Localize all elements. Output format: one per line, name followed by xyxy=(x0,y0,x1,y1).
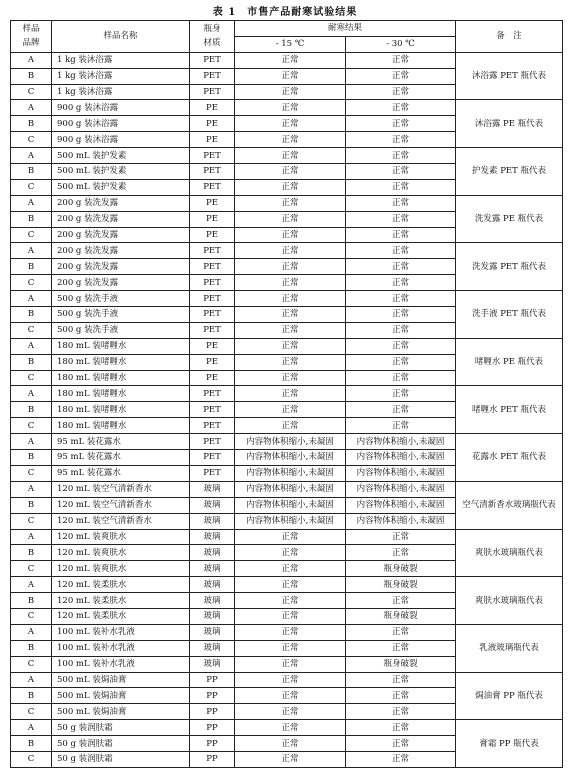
cell-brand: B xyxy=(11,688,52,704)
cell-brand: C xyxy=(11,132,52,148)
cell-material: PET xyxy=(190,243,235,259)
table-row xyxy=(11,624,563,640)
cell-brand: B xyxy=(11,497,52,513)
cell-result-minus30: 正常 xyxy=(346,418,456,434)
cell-sample-name: 50 g 装润肤霜 xyxy=(52,736,190,752)
cell-material: 玻璃 xyxy=(190,561,235,577)
cell-brand: A xyxy=(11,338,52,354)
cell-brand: A xyxy=(11,52,52,68)
table-row xyxy=(11,577,563,593)
cell-result-minus30: 正常 xyxy=(346,736,456,752)
table-row xyxy=(11,529,563,545)
header-material xyxy=(190,21,235,53)
cell-result-minus30: 正常 xyxy=(346,100,456,116)
cell-remark: 护发素 PET 瓶代表 xyxy=(456,148,563,196)
cell-result-minus30: 内容物体积缩小,未凝固 xyxy=(346,513,456,529)
cell-result-minus30: 正常 xyxy=(346,116,456,132)
cell-brand: A xyxy=(11,720,52,736)
cell-brand: A xyxy=(11,672,52,688)
cell-brand: C xyxy=(11,656,52,672)
cell-result-minus30: 正常 xyxy=(346,338,456,354)
cell-result-minus30: 正常 xyxy=(346,402,456,418)
cell-result-minus30: 正常 xyxy=(346,640,456,656)
cell-material: PP xyxy=(190,704,235,720)
cell-brand: B xyxy=(11,736,52,752)
cell-material: PET xyxy=(190,179,235,195)
cell-result-minus30: 正常 xyxy=(346,179,456,195)
cell-brand: A xyxy=(11,481,52,497)
cell-result-minus15: 正常 xyxy=(235,338,346,354)
cell-material: PET xyxy=(190,434,235,450)
cell-brand: B xyxy=(11,402,52,418)
cell-brand: C xyxy=(11,751,52,767)
cell-sample-name: 120 mL 装空气清新香水 xyxy=(52,481,190,497)
cell-material: PET xyxy=(190,386,235,402)
cell-result-minus30: 瓶身破裂 xyxy=(346,577,456,593)
header-brand xyxy=(11,21,52,53)
table-body xyxy=(11,52,563,767)
cell-result-minus30: 瓶身破裂 xyxy=(346,656,456,672)
cell-material: PET xyxy=(190,291,235,307)
cell-sample-name: 500 mL 装护发素 xyxy=(52,164,190,180)
cell-remark: 沐浴露 PE 瓶代表 xyxy=(456,100,563,148)
cell-brand: B xyxy=(11,164,52,180)
cell-brand: A xyxy=(11,291,52,307)
header-material-line2: 材质 xyxy=(203,38,221,49)
cell-material: PET xyxy=(190,259,235,275)
cell-brand: A xyxy=(11,243,52,259)
cell-sample-name: 95 mL 装花露水 xyxy=(52,450,190,466)
cell-result-minus30: 内容物体积缩小,未凝固 xyxy=(346,434,456,450)
cell-result-minus30: 正常 xyxy=(346,672,456,688)
cell-brand: C xyxy=(11,370,52,386)
cell-sample-name: 900 g 装沐浴露 xyxy=(52,100,190,116)
cell-result-minus15: 正常 xyxy=(235,608,346,624)
cell-brand: C xyxy=(11,465,52,481)
cell-material: PE xyxy=(190,116,235,132)
table-title: 表 1 市售产品耐寒试验结果 xyxy=(212,7,358,18)
cell-result-minus15: 正常 xyxy=(235,307,346,323)
cell-sample-name: 900 g 装沐浴露 xyxy=(52,132,190,148)
cell-result-minus30: 正常 xyxy=(346,275,456,291)
cell-sample-name: 50 g 装润肤霜 xyxy=(52,720,190,736)
cell-result-minus30: 正常 xyxy=(346,704,456,720)
cell-brand: C xyxy=(11,275,52,291)
header-material-line1: 瓶身 xyxy=(203,24,221,35)
cell-result-minus30: 瓶身破裂 xyxy=(346,561,456,577)
cell-result-minus30: 正常 xyxy=(346,148,456,164)
cell-remark: 洗发露 PET 瓶代表 xyxy=(456,243,563,291)
cell-result-minus15: 正常 xyxy=(235,672,346,688)
cell-material: PET xyxy=(190,402,235,418)
cell-result-minus30: 正常 xyxy=(346,720,456,736)
cell-sample-name: 200 g 装洗发露 xyxy=(52,195,190,211)
cell-sample-name: 200 g 装洗发露 xyxy=(52,259,190,275)
cell-material: PP xyxy=(190,736,235,752)
cell-result-minus30: 正常 xyxy=(346,688,456,704)
cell-brand: C xyxy=(11,513,52,529)
table-row xyxy=(11,52,563,68)
cell-result-minus30: 正常 xyxy=(346,291,456,307)
cell-material: PE xyxy=(190,227,235,243)
cell-material: PE xyxy=(190,338,235,354)
cell-material: 玻璃 xyxy=(190,513,235,529)
cell-brand: A xyxy=(11,529,52,545)
cell-result-minus15: 正常 xyxy=(235,100,346,116)
cell-sample-name: 120 mL 装空气清新香水 xyxy=(52,497,190,513)
cell-result-minus15: 内容物体积缩小,未凝固 xyxy=(235,465,346,481)
cell-sample-name: 1 kg 装沐浴露 xyxy=(52,52,190,68)
cell-result-minus15: 正常 xyxy=(235,116,346,132)
cell-brand: C xyxy=(11,561,52,577)
cell-remark: 啫喱水 PET 瓶代表 xyxy=(456,386,563,434)
cell-result-minus15: 正常 xyxy=(235,291,346,307)
cell-result-minus15: 正常 xyxy=(235,736,346,752)
cell-brand: C xyxy=(11,227,52,243)
cell-material: 玻璃 xyxy=(190,577,235,593)
cell-material: PET xyxy=(190,465,235,481)
header-remark: 备 注 xyxy=(456,21,563,53)
cell-result-minus30: 正常 xyxy=(346,195,456,211)
cell-material: PET xyxy=(190,275,235,291)
cell-result-minus30: 内容物体积缩小,未凝固 xyxy=(346,497,456,513)
cell-sample-name: 500 g 装洗手液 xyxy=(52,322,190,338)
table-row xyxy=(11,481,563,497)
cell-material: 玻璃 xyxy=(190,656,235,672)
table-row xyxy=(11,100,563,116)
cell-sample-name: 120 mL 装柔肤水 xyxy=(52,577,190,593)
cell-brand: B xyxy=(11,307,52,323)
cell-result-minus15: 正常 xyxy=(235,259,346,275)
table-row xyxy=(11,291,563,307)
cell-material: PET xyxy=(190,148,235,164)
cell-sample-name: 120 mL 装柔肤水 xyxy=(52,608,190,624)
cell-material: PP xyxy=(190,688,235,704)
cell-result-minus30: 正常 xyxy=(346,322,456,338)
cell-result-minus30: 内容物体积缩小,未凝固 xyxy=(346,450,456,466)
cell-result-minus15: 内容物体积缩小,未凝固 xyxy=(235,434,346,450)
cell-brand: B xyxy=(11,593,52,609)
cell-brand: C xyxy=(11,322,52,338)
cell-sample-name: 95 mL 装花露水 xyxy=(52,465,190,481)
cell-brand: B xyxy=(11,450,52,466)
cell-material: PP xyxy=(190,672,235,688)
cell-sample-name: 500 g 装洗手液 xyxy=(52,291,190,307)
cell-material: 玻璃 xyxy=(190,529,235,545)
cell-result-minus15: 内容物体积缩小,未凝固 xyxy=(235,497,346,513)
cell-material: PET xyxy=(190,68,235,84)
cell-remark: 空气清新香水玻璃瓶代表 xyxy=(456,481,563,529)
results-table xyxy=(10,20,563,768)
cell-result-minus15: 正常 xyxy=(235,402,346,418)
cell-result-minus15: 正常 xyxy=(235,688,346,704)
table-row xyxy=(11,195,563,211)
cell-result-minus15: 正常 xyxy=(235,164,346,180)
cell-material: PET xyxy=(190,164,235,180)
cell-material: 玻璃 xyxy=(190,545,235,561)
cell-sample-name: 900 g 装沐浴露 xyxy=(52,116,190,132)
cell-sample-name: 1 kg 装沐浴露 xyxy=(52,84,190,100)
cell-remark: 洗手液 PET 瓶代表 xyxy=(456,291,563,339)
cell-sample-name: 200 g 装洗发露 xyxy=(52,243,190,259)
cell-result-minus30: 正常 xyxy=(346,545,456,561)
cell-result-minus30: 正常 xyxy=(346,132,456,148)
cell-result-minus15: 正常 xyxy=(235,704,346,720)
cell-brand: B xyxy=(11,259,52,275)
cell-result-minus15: 正常 xyxy=(235,593,346,609)
cell-material: 玻璃 xyxy=(190,497,235,513)
cell-brand: A xyxy=(11,434,52,450)
cell-sample-name: 120 mL 装爽肤水 xyxy=(52,545,190,561)
cell-result-minus15: 正常 xyxy=(235,322,346,338)
cell-result-minus15: 正常 xyxy=(235,624,346,640)
cell-sample-name: 120 mL 装爽肤水 xyxy=(52,561,190,577)
cell-result-minus30: 正常 xyxy=(346,307,456,323)
cell-result-minus30: 正常 xyxy=(346,751,456,767)
table-row xyxy=(11,434,563,450)
cell-brand: A xyxy=(11,148,52,164)
cell-material: PP xyxy=(190,720,235,736)
table-row xyxy=(11,386,563,402)
cell-brand: C xyxy=(11,608,52,624)
cell-result-minus15: 正常 xyxy=(235,195,346,211)
header-name: 样品名称 xyxy=(52,21,190,53)
cell-sample-name: 180 mL 装啫喱水 xyxy=(52,354,190,370)
cell-result-minus15: 正常 xyxy=(235,227,346,243)
cell-brand: A xyxy=(11,100,52,116)
header-brand-line1: 样品 xyxy=(22,24,40,35)
table-row xyxy=(11,338,563,354)
cell-sample-name: 1 kg 装沐浴露 xyxy=(52,68,190,84)
cell-sample-name: 180 mL 装啫喱水 xyxy=(52,402,190,418)
cell-remark: 爽肤水玻璃瓶代表 xyxy=(456,529,563,577)
cell-result-minus30: 正常 xyxy=(346,386,456,402)
cell-sample-name: 500 mL 装焗油膏 xyxy=(52,688,190,704)
cell-remark: 花露水 PET 瓶代表 xyxy=(456,434,563,482)
cell-sample-name: 200 g 装洗发露 xyxy=(52,227,190,243)
cell-material: PET xyxy=(190,307,235,323)
cell-material: 玻璃 xyxy=(190,481,235,497)
cell-material: PP xyxy=(190,751,235,767)
cell-material: PET xyxy=(190,322,235,338)
cell-brand: B xyxy=(11,211,52,227)
cell-result-minus15: 正常 xyxy=(235,561,346,577)
cell-result-minus30: 正常 xyxy=(346,68,456,84)
cell-remark: 啫喱水 PE 瓶代表 xyxy=(456,338,563,386)
cell-sample-name: 100 mL 装补水乳液 xyxy=(52,624,190,640)
cell-result-minus30: 正常 xyxy=(346,52,456,68)
cell-sample-name: 95 mL 装花露水 xyxy=(52,434,190,450)
cell-result-minus30: 内容物体积缩小,未凝固 xyxy=(346,481,456,497)
cell-sample-name: 180 mL 装啫喱水 xyxy=(52,338,190,354)
cell-result-minus15: 正常 xyxy=(235,370,346,386)
header-temp-minus30: - 30 ℃ xyxy=(346,36,456,52)
cell-sample-name: 120 mL 装爽肤水 xyxy=(52,529,190,545)
cell-brand: B xyxy=(11,640,52,656)
cell-result-minus15: 内容物体积缩小,未凝固 xyxy=(235,481,346,497)
cell-brand: A xyxy=(11,577,52,593)
cell-sample-name: 50 g 装润肤霜 xyxy=(52,751,190,767)
cell-result-minus15: 正常 xyxy=(235,148,346,164)
cell-result-minus15: 正常 xyxy=(235,386,346,402)
cell-sample-name: 120 mL 装空气清新香水 xyxy=(52,513,190,529)
cell-result-minus15: 正常 xyxy=(235,751,346,767)
cell-brand: B xyxy=(11,354,52,370)
cell-brand: C xyxy=(11,84,52,100)
cell-result-minus30: 正常 xyxy=(346,624,456,640)
cell-result-minus30: 正常 xyxy=(346,593,456,609)
cell-sample-name: 180 mL 装啫喱水 xyxy=(52,386,190,402)
cell-result-minus15: 正常 xyxy=(235,577,346,593)
cell-brand: C xyxy=(11,418,52,434)
cell-result-minus15: 内容物体积缩小,未凝固 xyxy=(235,513,346,529)
cell-result-minus30: 瓶身破裂 xyxy=(346,608,456,624)
cell-result-minus15: 正常 xyxy=(235,211,346,227)
cell-brand: B xyxy=(11,68,52,84)
cell-result-minus30: 正常 xyxy=(346,243,456,259)
cell-result-minus15: 正常 xyxy=(235,720,346,736)
table-row xyxy=(11,148,563,164)
cell-result-minus15: 正常 xyxy=(235,68,346,84)
cell-remark: 洗发露 PE 瓶代表 xyxy=(456,195,563,243)
cell-material: PE xyxy=(190,195,235,211)
cell-material: PET xyxy=(190,52,235,68)
cell-remark: 乳液玻璃瓶代表 xyxy=(456,624,563,672)
cell-sample-name: 500 mL 装焗油膏 xyxy=(52,672,190,688)
cell-brand: A xyxy=(11,624,52,640)
cell-sample-name: 180 mL 装啫喱水 xyxy=(52,418,190,434)
cell-material: PE xyxy=(190,354,235,370)
cell-material: PE xyxy=(190,370,235,386)
cell-material: 玻璃 xyxy=(190,593,235,609)
cell-result-minus30: 正常 xyxy=(346,227,456,243)
cell-result-minus30: 正常 xyxy=(346,259,456,275)
cell-result-minus15: 正常 xyxy=(235,545,346,561)
cell-material: PE xyxy=(190,132,235,148)
cell-material: 玻璃 xyxy=(190,640,235,656)
cell-sample-name: 100 mL 装补水乳液 xyxy=(52,640,190,656)
table-row xyxy=(11,672,563,688)
cell-material: PET xyxy=(190,84,235,100)
cell-result-minus15: 正常 xyxy=(235,640,346,656)
cell-sample-name: 200 g 装洗发露 xyxy=(52,275,190,291)
cell-remark: 爽肤水玻璃瓶代表 xyxy=(456,577,563,625)
cell-sample-name: 500 mL 装护发素 xyxy=(52,179,190,195)
header-brand-line2: 品牌 xyxy=(22,38,40,49)
cell-sample-name: 100 mL 装补水乳液 xyxy=(52,656,190,672)
cell-material: PET xyxy=(190,418,235,434)
cell-sample-name: 180 mL 装啫喱水 xyxy=(52,370,190,386)
cell-result-minus15: 正常 xyxy=(235,84,346,100)
cell-result-minus15: 正常 xyxy=(235,529,346,545)
cell-material: PE xyxy=(190,100,235,116)
cell-remark: 沐浴露 PET 瓶代表 xyxy=(456,52,563,100)
cell-remark: 焗油膏 PP 瓶代表 xyxy=(456,672,563,720)
cell-result-minus30: 正常 xyxy=(346,529,456,545)
cell-result-minus30: 正常 xyxy=(346,370,456,386)
cell-sample-name: 500 mL 装护发素 xyxy=(52,148,190,164)
cell-sample-name: 500 mL 装焗油膏 xyxy=(52,704,190,720)
cell-brand: A xyxy=(11,195,52,211)
cell-brand: B xyxy=(11,545,52,561)
cell-result-minus15: 正常 xyxy=(235,52,346,68)
cell-brand: A xyxy=(11,386,52,402)
table-header xyxy=(11,21,563,53)
cell-result-minus30: 内容物体积缩小,未凝固 xyxy=(346,465,456,481)
cell-sample-name: 120 mL 装柔肤水 xyxy=(52,593,190,609)
cell-result-minus15: 正常 xyxy=(235,418,346,434)
header-result: 耐寒结果 xyxy=(235,21,456,37)
table-row xyxy=(11,720,563,736)
cell-material: PET xyxy=(190,450,235,466)
cell-result-minus15: 正常 xyxy=(235,275,346,291)
cell-result-minus15: 正常 xyxy=(235,243,346,259)
cell-material: 玻璃 xyxy=(190,624,235,640)
cell-material: 玻璃 xyxy=(190,608,235,624)
cell-result-minus15: 正常 xyxy=(235,132,346,148)
table-row xyxy=(11,243,563,259)
cell-result-minus30: 正常 xyxy=(346,354,456,370)
cell-result-minus30: 正常 xyxy=(346,211,456,227)
cell-remark: 膏霜 PP 瓶代表 xyxy=(456,720,563,768)
cell-result-minus15: 正常 xyxy=(235,354,346,370)
cell-result-minus15: 正常 xyxy=(235,179,346,195)
cell-brand: B xyxy=(11,116,52,132)
cell-sample-name: 500 g 装洗手液 xyxy=(52,307,190,323)
cell-result-minus30: 正常 xyxy=(346,164,456,180)
cell-sample-name: 200 g 装洗发露 xyxy=(52,211,190,227)
cell-brand: C xyxy=(11,179,52,195)
cell-result-minus30: 正常 xyxy=(346,84,456,100)
cell-result-minus15: 正常 xyxy=(235,656,346,672)
header-temp-minus15: - 15 ℃ xyxy=(235,36,346,52)
cell-result-minus15: 内容物体积缩小,未凝固 xyxy=(235,450,346,466)
cell-brand: C xyxy=(11,704,52,720)
cell-material: PE xyxy=(190,211,235,227)
